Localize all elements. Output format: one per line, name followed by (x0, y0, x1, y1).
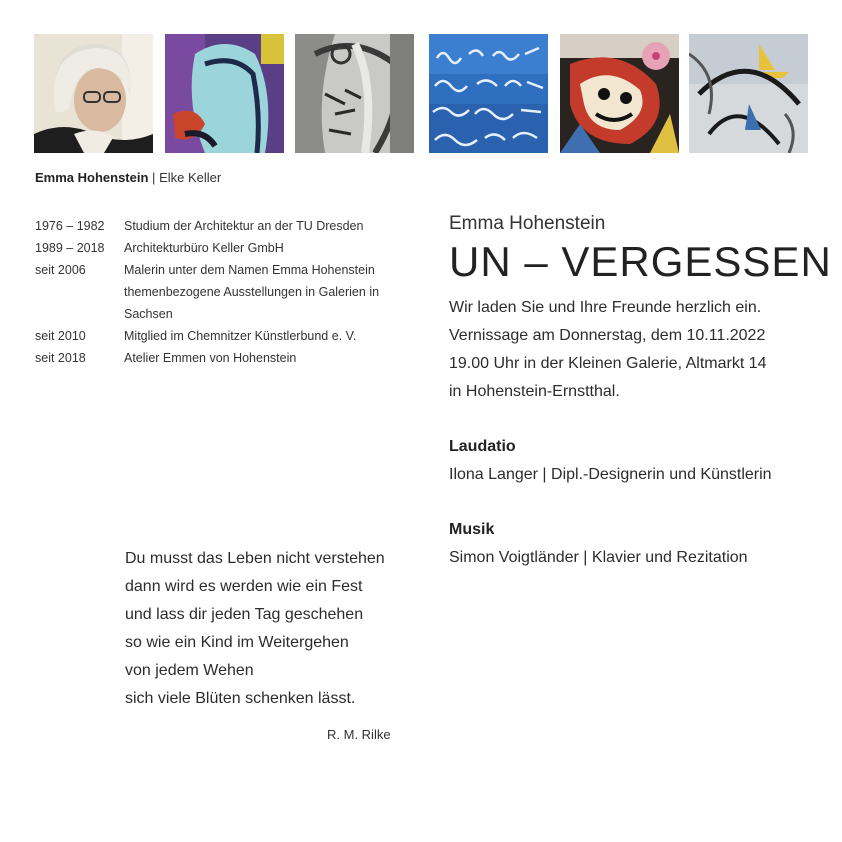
poem-line: dann wird es werden wie ein Fest (125, 578, 363, 595)
cv-text: Studium der Architektur an der TU Dresden (124, 219, 364, 233)
sailboat-sketch-image (689, 34, 808, 153)
portrait-image (34, 34, 153, 153)
cv-row (35, 303, 405, 325)
cv-row (35, 215, 405, 237)
artist-name: Emma Hohenstein (35, 170, 149, 185)
cv-text: Mitglied im Chemnitzer Künstlerbund e. V. (124, 329, 357, 343)
musik-text: Simon Voigtländer | Klavier und Rezitation (449, 549, 748, 566)
invitation-line: Wir laden Sie und Ihre Freunde herzlich ein. (449, 299, 762, 316)
poem-author: R. M. Rilke (327, 727, 391, 742)
invitation-line: in Hohenstein-Ernstthal. (449, 383, 620, 400)
cv-text: themenbezogene Ausstellungen in Galerien in (124, 285, 380, 299)
poem-line: von jedem Wehen (125, 662, 254, 679)
cv-row (35, 237, 405, 259)
cv-text: Malerin unter dem Namen Emma Hohenstein (124, 263, 375, 277)
invitation-line: 19.00 Uhr in der Kleinen Galerie, Altmarkt 14 (449, 355, 767, 372)
poem-line: und lass dir jeden Tag geschehen (125, 606, 364, 623)
blue-handwriting-image (429, 34, 548, 153)
poem-line: sich viele Blüten schenken lässt. (125, 690, 356, 707)
laudatio-heading: Laudatio (449, 438, 516, 455)
invitation-line: Vernissage am Donnerstag, dem 10.11.2022 (449, 327, 766, 344)
cv-text: Sachsen (124, 307, 173, 321)
cv-row (35, 325, 405, 347)
cv-list (35, 215, 405, 369)
cv-year: 1976 – 1982 (35, 219, 105, 233)
charcoal-drawing-image (295, 34, 414, 153)
real-name: Elke Keller (159, 170, 222, 185)
cv-row (35, 281, 405, 303)
exhibition-artist: Emma Hohenstein (449, 213, 606, 234)
artist-names (35, 170, 221, 185)
image-strip (34, 34, 808, 154)
laudatio-section (449, 433, 829, 489)
cv-text: Architekturbüro Keller GmbH (124, 241, 284, 255)
cv-year: seit 2018 (35, 351, 86, 365)
cv-year (35, 303, 124, 325)
exhibition-info (449, 212, 832, 572)
cv-row (35, 347, 405, 369)
laudatio-text: Ilona Langer | Dipl.-Designerin und Künstlerin (449, 466, 772, 483)
cv-year: seit 2006 (35, 263, 86, 277)
poem (125, 545, 385, 713)
exhibition-title: UN – VERGESSEN (449, 238, 832, 285)
name-separator: | (152, 170, 156, 185)
musik-section (449, 516, 829, 572)
cv-year (35, 281, 124, 303)
colorful-face-painting-image (560, 34, 679, 153)
abstract-painting-image (165, 34, 284, 153)
cv-text: Atelier Emmen von Hohenstein (124, 351, 297, 365)
poem-line: so wie ein Kind im Weitergehen (125, 634, 349, 651)
poem-line: Du musst das Leben nicht verstehen (125, 550, 385, 567)
cv-row (35, 259, 405, 281)
invitation-text (449, 294, 829, 406)
musik-heading: Musik (449, 521, 495, 538)
cv-year: seit 2010 (35, 329, 86, 343)
cv-year: 1989 – 2018 (35, 241, 105, 255)
